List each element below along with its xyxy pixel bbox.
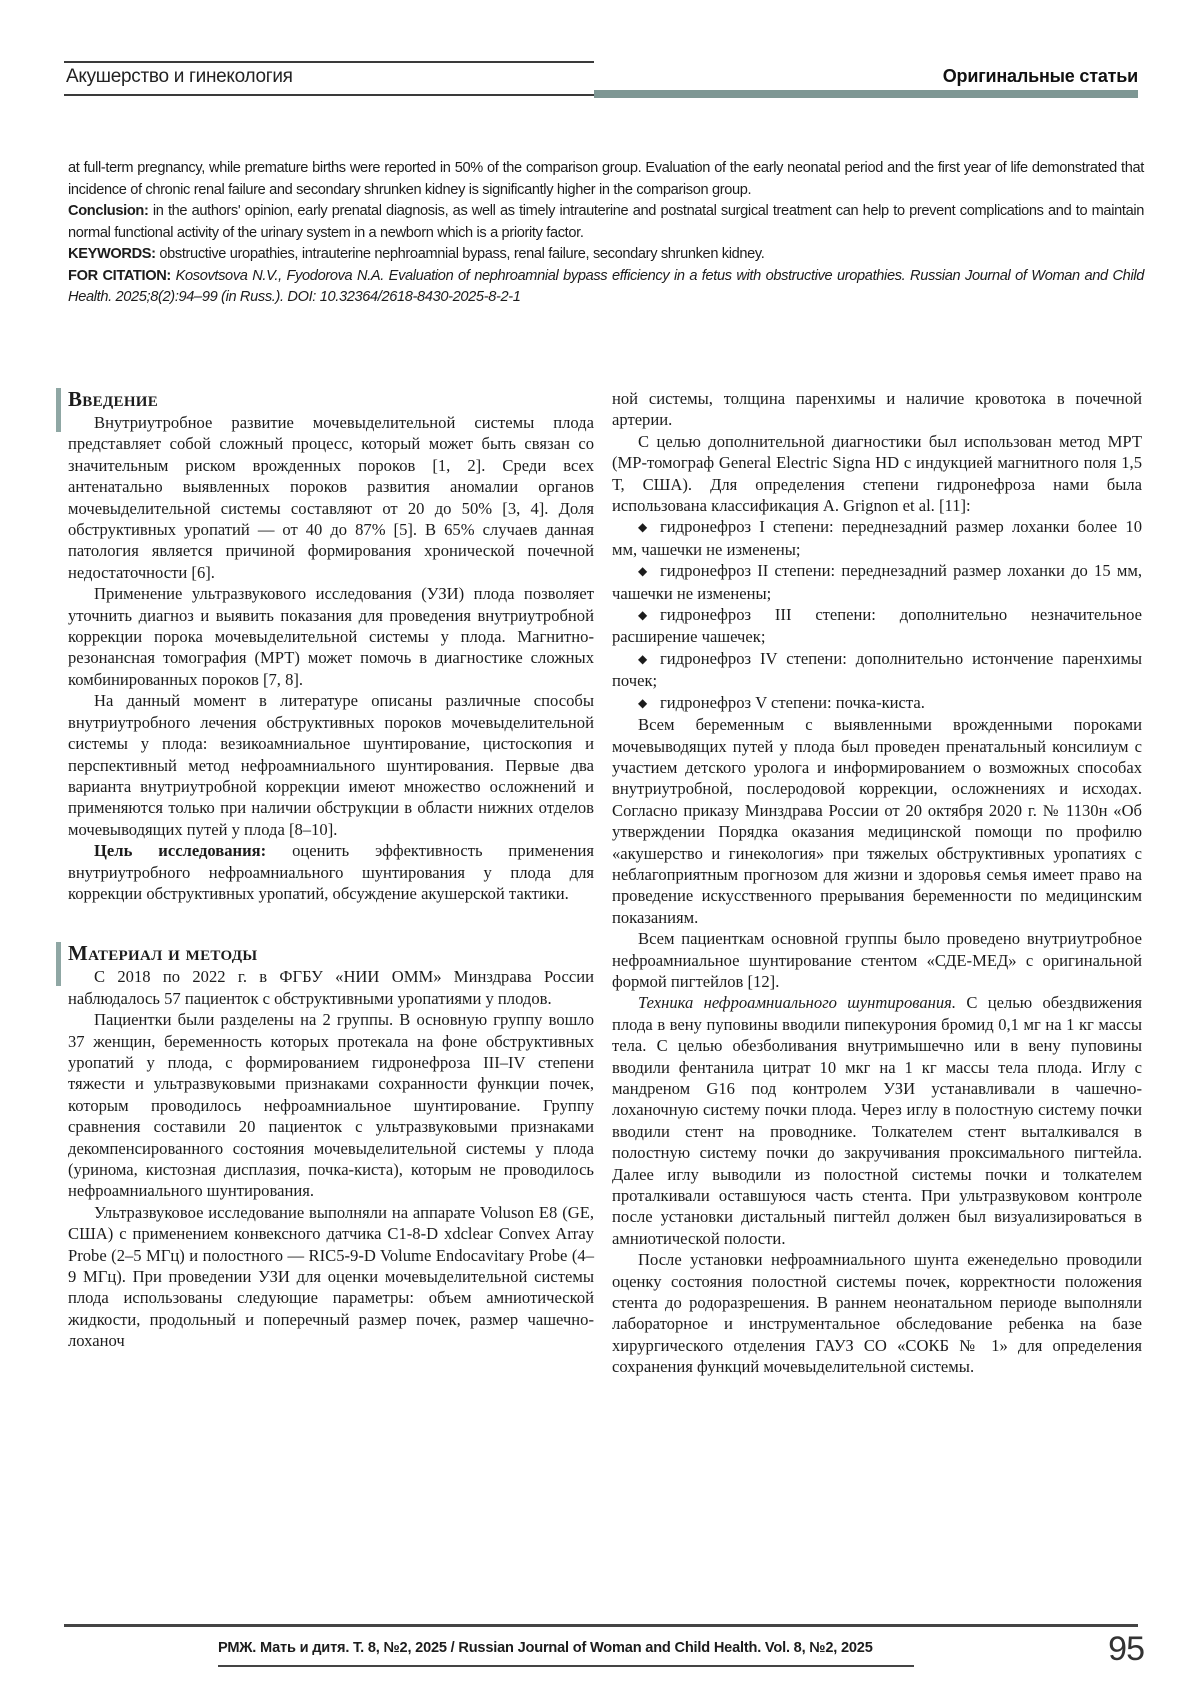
abstract-citation [68, 266, 1144, 309]
intro-paragraph: Внутриутробное развитие мочевыделительной системы плода представляет собой сложный процесс, который может быть связан со значительным риском врожденных пороков [1, 2]. Среди всех антенатально выявленных пороков развития аномалии органов мочевыделительной системы составляют от 20 до 50% [3, 4]. Доля обструктивных уропатий — от 40 до 87% [5]. В 65% случаев данная патология является причиной формирования хронической почечной недостаточности [6]. [68, 413, 594, 582]
journal-section-label: Акушерство и гинекология [66, 66, 293, 87]
intro-paragraph: На данный момент в литературе описаны различные способы внутриутробного лечения обструктивных пороков мочевыделительной системы у плода: везикоамниальное шунтирование, цистоскопия и перспективный метод нефроамниального шунтирования. Первые два варианта внутриутробной коррекции имеют множество осложнений и применяются только при наличии обструкции в области нижних отделов мочевыводящих путей у плода [8–10]. [68, 691, 594, 839]
keywords-label: KEYWORDS: [68, 246, 156, 262]
section-heading-methods: Материал и методы [68, 940, 594, 966]
header-accent-bar [594, 90, 1138, 98]
journal-citation-footer: РМЖ. Мать и дитя. Т. 8, №2, 2025 / Russian Journal of Woman and Child Health. Vol. 8, №2, 2025 [218, 1640, 873, 1656]
technique-paragraph [612, 992, 1142, 1249]
bullet-icon: ◆ [638, 520, 648, 535]
footer-rule-bottom [218, 1665, 914, 1667]
abstract-results: at full-term pregnancy, while premature births were reported in 50% of the comparison group. Evaluation of the early neonatal period and the first year of life demonstrated that incidence of chronic renal failure and secondary shrunken kidney is significantly higher in the comparison group. [68, 160, 1144, 198]
methods-paragraph: Всем пациенткам основной группы было проведено внутриутробное нефроамниальное шунтирование стентом «СДЕ-МЕД» с оригинальной формой пигтейлов [12]. [612, 929, 1142, 991]
methods-paragraph: Всем беременным с выявленными врожденными пороками мочевыводящих путей у плода был проведен пренатальный консилиум с участием детского уролога и информированием о возможных способах внутриутробной, послеродовой коррекции, осложнениях и исходах. Согласно приказу Минздрава России от 20 октября 2020 г. № 1130н «Об утверждении Порядка оказания медицинской помощи по профилю «акушерство и гинекология» при тяжелых обструктивных уропатиях с неблагоприятным прогнозом для жизни и здоровья семья имеет право на проведение искусственного прерывания беременности по медицинским показаниям. [612, 715, 1142, 927]
methods-paragraph: После установки нефроамниального шунта еженедельно проводили оценку состояния полостной системы почек, корректности положения стента до родоразрешения. В раннем неонатальном периоде выполняли лабораторное и инструментальное обследование ребенка на базе хирургического отделения ГАУЗ СО «СОКБ № 1» для определения сохранения функций мочевыделительной системы. [612, 1250, 1142, 1377]
bullet-icon: ◆ [638, 608, 648, 623]
technique-text: С целью обездвижения плода в вену пуповины вводили пипекурония бромид 0,1 мг на 1 кг массы тела. С целью обезболивания внутримышечно или в вену пуповины вводили фентанила цитрат 10 мкг на 1 кг массы тела плода. Иглу с мандреном G16 под контролем УЗИ устанавливали в чашечно-лоханочную систему почки плода. Через иглу в полостную систему почки вводили стент на проводнике. Толкателем стент выталкивался в полостную систему почки до закручивания проксимального пигтейла. Далее иглу выводили из полостной системы почки и толкателем проталкивали оставшуюся часть стента. При ультразвуковом контроле после установки дистальный пигтейл должен был визуализироваться в амниотической полости. [612, 993, 1142, 1248]
footer-rule-top [64, 1624, 1138, 1627]
bullet-icon: ◆ [638, 651, 648, 666]
methods-paragraph: С 2018 по 2022 г. в ФГБУ «НИИ ОММ» Минздрава России наблюдалось 57 пациенток с обструктивными уропатиями у плодов. [68, 967, 594, 1008]
page-number: 95 [1108, 1630, 1144, 1668]
methods-paragraph: Пациентки были разделены на 2 группы. В основную группу вошло 37 женщин, беременность которых протекала на фоне обструктивных уропатий у плода, с формированием гидронефроза III–IV степени тяжести и ультразвуковыми признаками сохранности функции почек, которым проводилось нефроамниальное шунтирование. Группу сравнения составили 20 пациенток с ультразвуковыми признаками декомпенсированного состояния мочевыделительной системы у плода (уринома, кистозная дисплазия, почка-киста), которым не проводилось нефроамниального шунтирования. [68, 1010, 594, 1201]
header-rule-bottom [64, 94, 594, 96]
bullet-icon: ◆ [638, 695, 648, 710]
grade-list-item: ◆ гидронефроз I степени: переднезадний размер лоханки более 10 мм, чашечки не изменены; [612, 517, 1142, 559]
conclusion-label: Conclusion: [68, 203, 149, 219]
aim-label: Цель исследования: [94, 841, 267, 861]
aim-text: оценить эффективность применения внутриутробного нефроамниального шунтирования у плода для коррекции обструктивных уропатий, обсуждение акушерской тактики. [68, 841, 594, 903]
section-marker [56, 388, 61, 432]
header-rule-top [64, 61, 594, 63]
methods-paragraph: С целью дополнительной диагностики был использован метод МРТ (МР-томограф General Electric Signa HD с индукцией магнитного поля 1,5 Т, США). Для определения степени гидронефроза нами была использована классификация A. Grignon et al. [11]: [612, 431, 1142, 516]
keywords-text: obstructive uropathies, intrauterine nephroamnial bypass, renal failure, secondary shrunken kidney. [155, 246, 765, 262]
abstract-block [68, 158, 1144, 309]
abstract-conclusion [68, 201, 1144, 244]
technique-label: Техника нефроамниального шунтирования. [638, 993, 957, 1013]
right-column [612, 388, 1142, 1378]
grade-list-item: ◆ гидронефроз II степени: переднезадний размер лоханки до 15 мм, чашечки не изменены; [612, 561, 1142, 603]
aim-paragraph [68, 840, 594, 904]
section-marker [56, 942, 61, 986]
grade-list-item: ◆ гидронефроз III степени: дополнительно незначительное расширение чашечек; [612, 605, 1142, 647]
grade-list-item: ◆ гидронефроз V степени: почка-киста. [612, 692, 1142, 714]
abstract-keywords [68, 244, 1144, 266]
grade-list-item: ◆ гидронефроз IV степени: дополнительно истончение паренхимы почек; [612, 648, 1142, 691]
article-type-label: Оригинальные статьи [942, 66, 1138, 86]
left-column [68, 386, 594, 1352]
intro-paragraph: Применение ультразвукового исследования (УЗИ) плода позволяет уточнить диагноз и выявить показания для проведения внутриутробной коррекции порока мочевыделительной системы у плода. Магнитно-резонансная томография (МРТ) может помочь в диагностике сложных комбинированных пороков [7, 8]. [68, 584, 594, 689]
methods-paragraph-continued: ной системы, толщина паренхимы и наличие кровотока в почечной артерии. [612, 389, 1142, 430]
citation-label: FOR CITATION: [68, 267, 171, 284]
citation-text: Kosovtsova N.V., Fyodorova N.A. Evaluation of nephroamnial bypass efficiency in a fetus with obstructive uropathies. Russian Journal of Woman and Child Health. 2025;8(2):94–99 (in Russ.). DOI: 10.32364/2618-8430-2025-8-2-1 [68, 267, 1144, 305]
methods-paragraph: Ультразвуковое исследование выполняли на аппарате Voluson E8 (GE, США) с применением конвексного датчика C1-8-D xdclear Convex Array Probe (2–5 МГц) и полостного — RIC5-9-D Volume Endocavitary Probe (4–9 МГц). При проведении УЗИ для оценки мочевыделительной системы плода использованы следующие параметры: объем амниотической жидкости, продольный и поперечный размер почек, размер чашечно-лоханоч [68, 1202, 594, 1351]
section-heading-intro: Введение [68, 386, 594, 412]
bullet-icon: ◆ [638, 564, 648, 579]
conclusion-text: in the authors' opinion, early prenatal diagnosis, as well as timely intrauterine and postnatal surgical treatment can help to prevent complications and to maintain normal functional activity of the urinary system in a newborn which is a priority factor. [68, 203, 1144, 241]
